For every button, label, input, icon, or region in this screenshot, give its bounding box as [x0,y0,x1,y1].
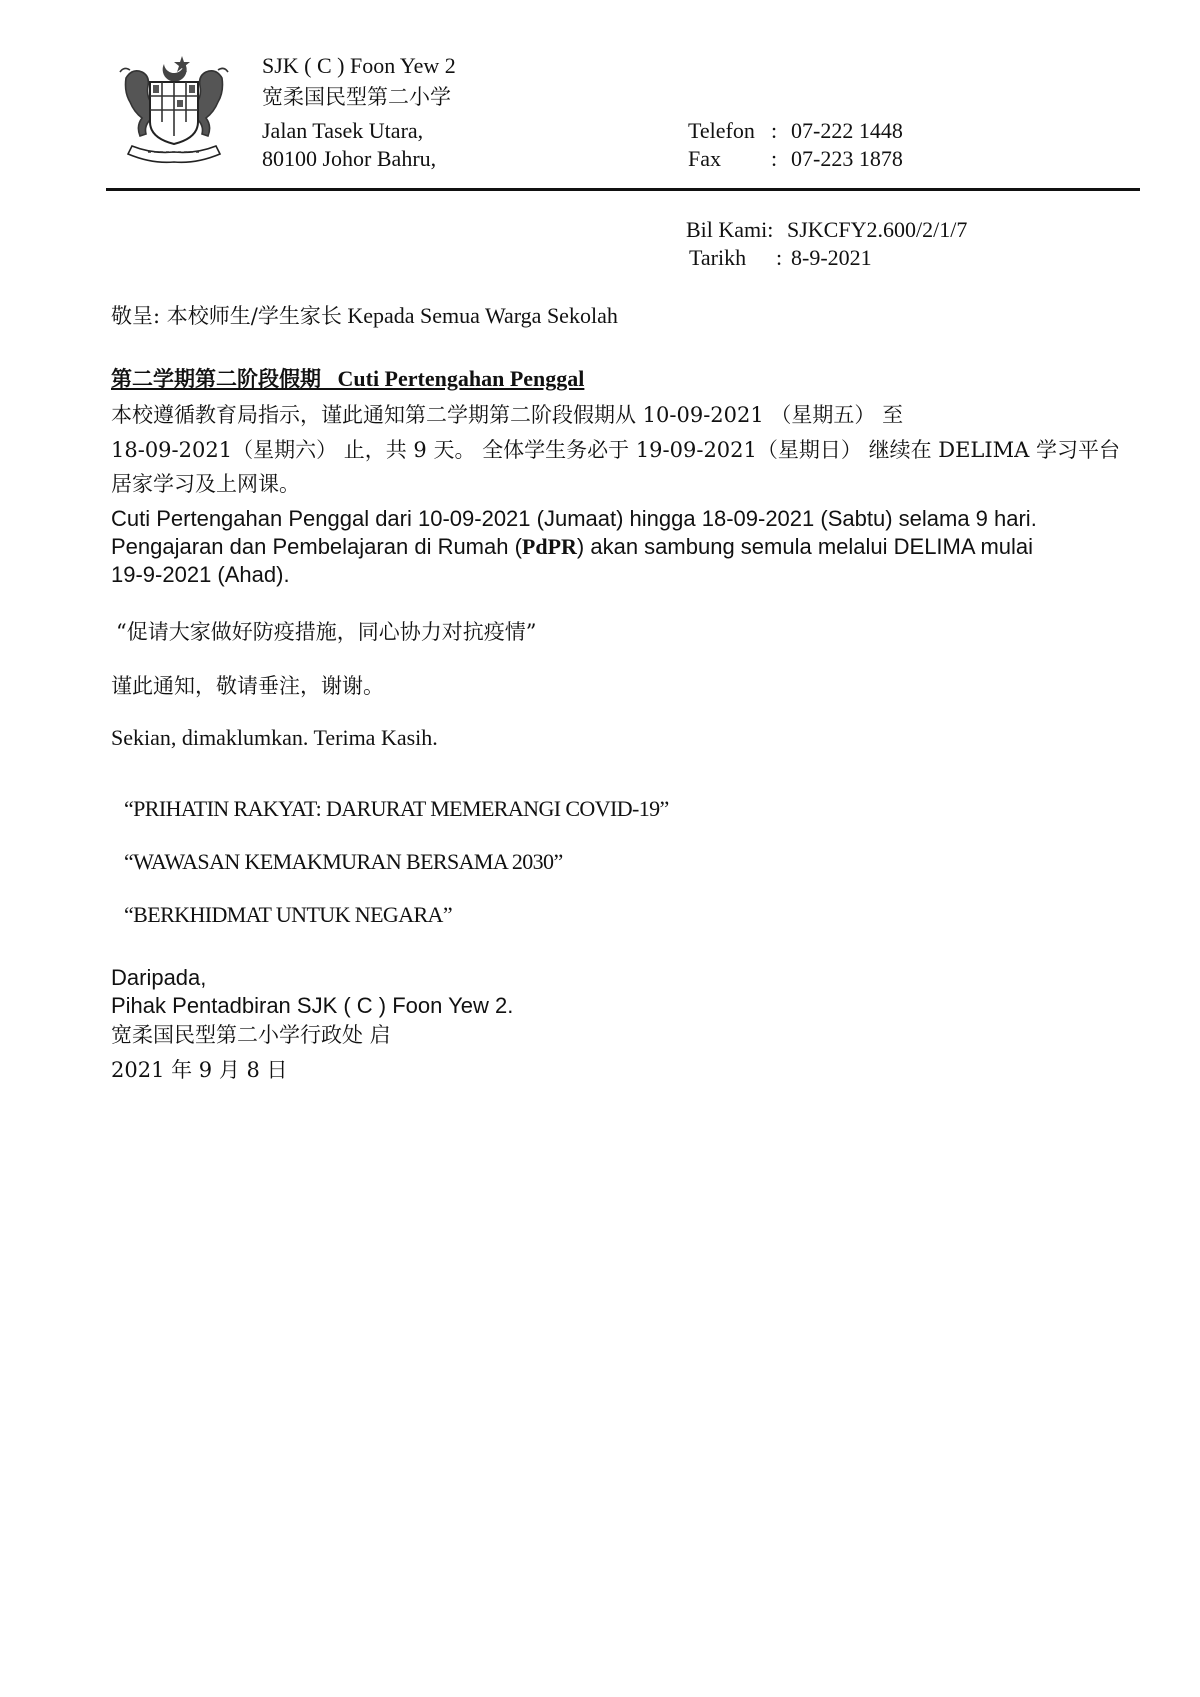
telefon-colon: : [771,118,778,143]
address-line-2: 80100 Johor Bahru, [262,146,437,171]
malaysia-coat-of-arms-icon [112,48,236,164]
date-colon: : [776,245,783,270]
addressee-chinese: 敬呈: 本校师生/学生家长 [111,304,342,328]
signature-admin-chinese: 宽柔国民型第二小学行政处 启 [111,1023,391,1047]
telefon-value: 07-222 1448 [791,118,903,143]
addressee-malay: Kepada Semua Warga Sekolah [341,303,618,328]
body-chinese-line-3: 居家学习及上网课。 [111,472,300,496]
reference-number: SJKCFY2.600/2/1/7 [787,217,968,242]
fax-label: Fax [688,146,721,171]
subject-malay: Cuti Pertengahan Penggal [337,366,585,391]
date-label: Tarikh [689,245,747,270]
body-malay-line-3: 19-9-2021 (Ahad). [111,562,290,587]
closing-malay: Sekian, dimaklumkan. Terima Kasih. [111,725,438,750]
signature-admin-malay: Pihak Pentadbiran SJK ( C ) Foon Yew 2. [111,993,514,1018]
school-name: SJK ( C ) Foon Yew 2 [262,53,456,78]
body-malay-line-2-start: Pengajaran dan Pembelajaran di Rumah ( [111,534,522,559]
signature-date-chinese: 2021 年 9 月 8 日 [111,1058,288,1082]
body-malay-line-2 [111,533,1033,560]
pdpr-term: PdPR [521,534,577,559]
body-chinese-line-2: 18-09-2021（星期六） 止，共 9 天。 全体学生务必于 19-09-2021（星期日） 继续在 DELIMA 学习平台 [111,438,1120,462]
address-line-1: Jalan Tasek Utara, [262,118,424,143]
motto-line: “WAWASAN KEMAKMURAN BERSAMA 2030” [124,849,563,874]
header-divider [106,188,1140,191]
fax-colon: : [771,146,778,171]
reference-label: Bil Kami: [686,217,774,242]
slogan-chinese: “促请大家做好防疫措施，同心协力对抗疫情” [116,620,537,644]
fax-value: 07-223 1878 [791,146,903,171]
subject-chinese: 第二学期第二阶段假期 [111,366,321,391]
body-chinese-line-1: 本校遵循教育局指示，谨此通知第二学期第二阶段假期从 10-09-2021 （星期五） 至 [111,403,904,427]
motto-line: “BERKHIDMAT UNTUK NEGARA” [124,902,453,927]
body-malay-line-2-end: ) akan sambung semula melalui DELIMA mulai [576,534,1034,559]
addressee [111,302,618,330]
telefon-label: Telefon [688,118,755,143]
letter-date: 8-9-2021 [791,245,872,270]
closing-chinese: 谨此通知，敬请垂注，谢谢。 [111,674,384,698]
body-malay-line-1: Cuti Pertengahan Penggal dari 10-09-2021 (Jumaat) hingga 18-09-2021 (Sabtu) selama 9 hari. [111,506,1037,531]
motto-line: “PRIHATIN RAKYAT: DARURAT MEMERANGI COVID-19” [124,796,669,821]
subject-heading [111,365,584,392]
school-name-chinese: 宽柔国民型第二小学 [262,85,451,109]
signature-from: Daripada, [111,965,207,990]
